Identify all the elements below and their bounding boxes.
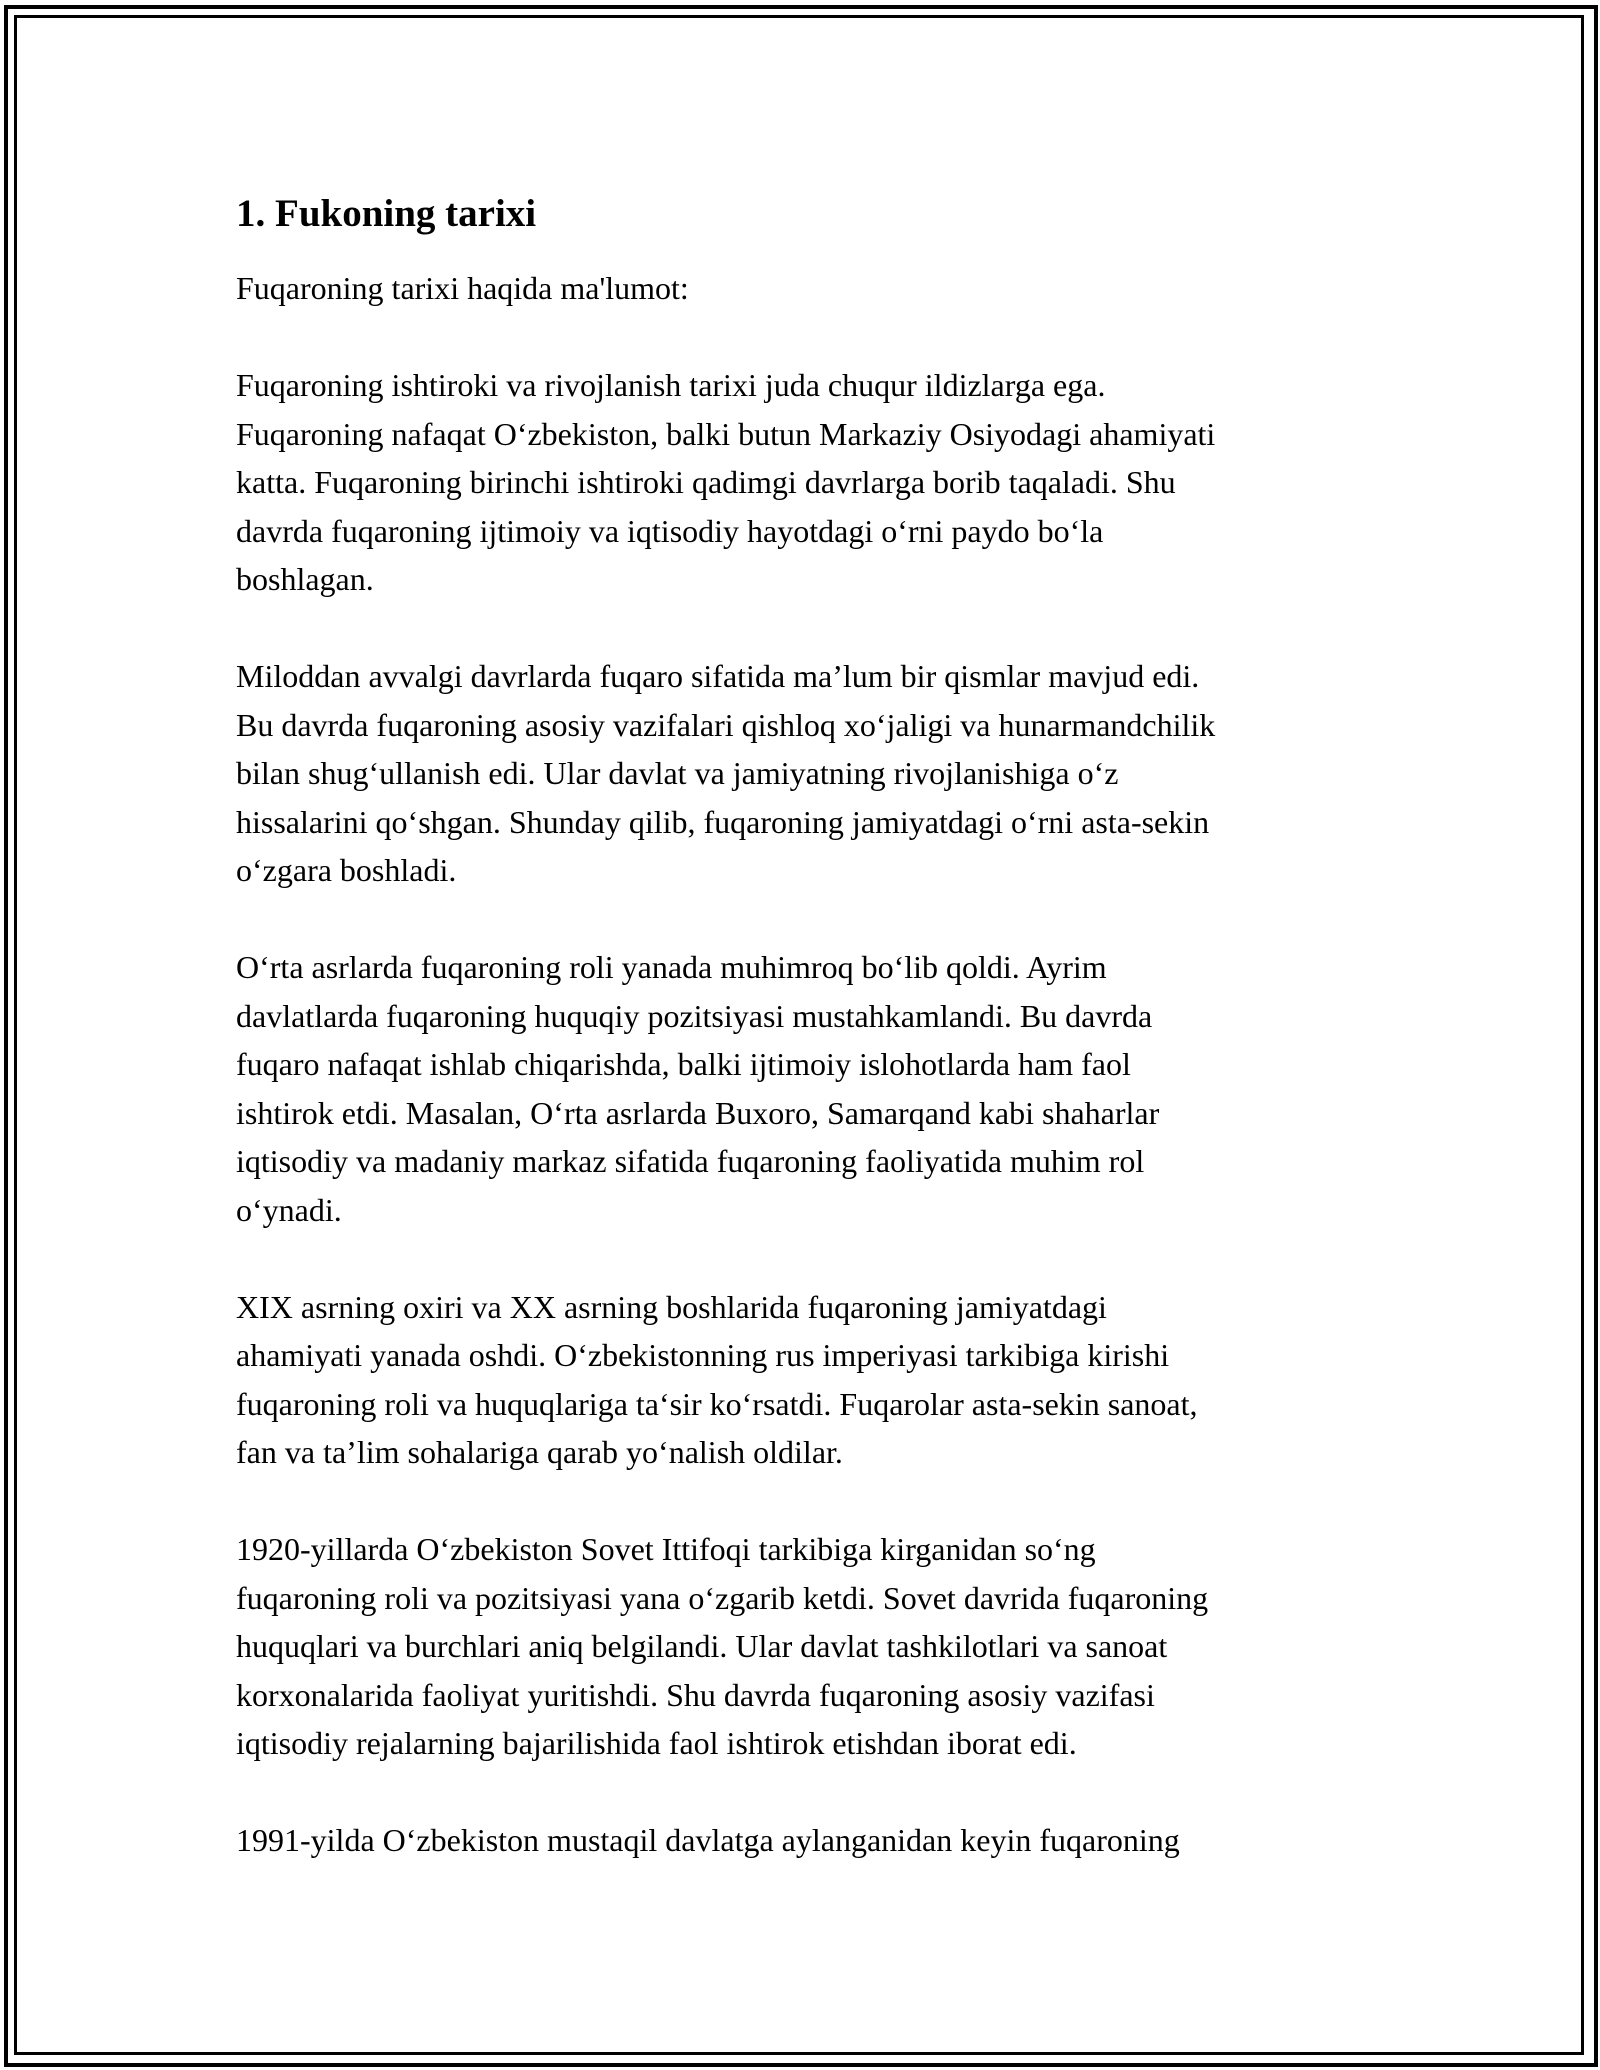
paragraph-19th-20th-century: XIX asrning oxiri va XX asrning boshlarida fuqaroning jamiyatdagi ahamiyati yanada oshdi. O‘zbekistonning rus imperiyasi tarkibiga kirishi fuqaroning roli va huquqlariga ta‘sir ko‘rsatdi. Fuqarolar asta-sekin sanoat, fan va ta’lim sohalariga qarab yo‘nalish oldilar. (236, 1288, 1198, 1470)
paragraph-origins: Fuqaroning ishtiroki va rivojlanish tarixi juda chuqur ildizlarga ega. Fuqaroning nafaqat O‘zbekiston, balki butun Markaziy Osiyodagi ahamiyati katta. Fuqaroning birinchi ishtiroki qadimgi davrlarga borib taqaladi. Shu davrda fuqaroning ijtimoiy va iqtisodiy hayotdagi o‘rni paydo bo‘la boshlagan. (236, 367, 1216, 597)
paragraph-middle-ages: O‘rta asrlarda fuqaroning roli yanada muhimroq bo‘lib qoldi. Ayrim davlatlarda fuqaroning huquqiy pozitsiyasi mustahkamlandi. Bu davrda fuqaro nafaqat ishlab chiqarishda, balki ijtimoiy islohotlarda ham faol ishtirok etdi. Masalan, O‘rta asrlarda Buxoro, Samarqand kabi shaharlar iqtisodiy va madaniy markaz sifatida fuqaroning faoliyatida muhim rol o‘ynadi. (236, 949, 1160, 1228)
document-body (236, 186, 1386, 1913)
paragraph-ancient-period: Miloddan avvalgi davrlarda fuqaro sifatida ma’lum bir qismlar mavjud edi. Bu davrda fuqaroning asosiy vazifalari qishloq xo‘jaligi va hunarmandchilik bilan shug‘ullanish edi. Ular davlat va jamiyatning rivojlanishiga o‘z hissalarini qo‘shgan. Shunday qilib, fuqaroning jamiyatdagi o‘rni asta-sekin o‘zgara boshladi. (236, 658, 1216, 888)
paragraph-soviet-period: 1920-yillarda O‘zbekiston Sovet Ittifoqi tarkibiga kirganidan so‘ng fuqaroning roli va pozitsiyasi yana o‘zgarib ketdi. Sovet davrida fuqaroning huquqlari va burchlari aniq belgilandi. Ular davlat tashkilotlari va sanoat korxonalarida faoliyat yuritishdi. Shu davrda fuqaroning asosiy vazifasi iqtisodiy rejalarning bajarilishida faol ishtirok etishdan iborat edi. (236, 1531, 1209, 1761)
paragraph-independence: 1991-yilda O‘zbekiston mustaqil davlatga aylanganidan keyin fuqaroning (236, 1822, 1180, 1858)
paragraph-intro: Fuqaroning tarixi haqida ma'lumot: (236, 270, 689, 306)
page-title: 1. Fukoning tarixi (236, 192, 537, 235)
